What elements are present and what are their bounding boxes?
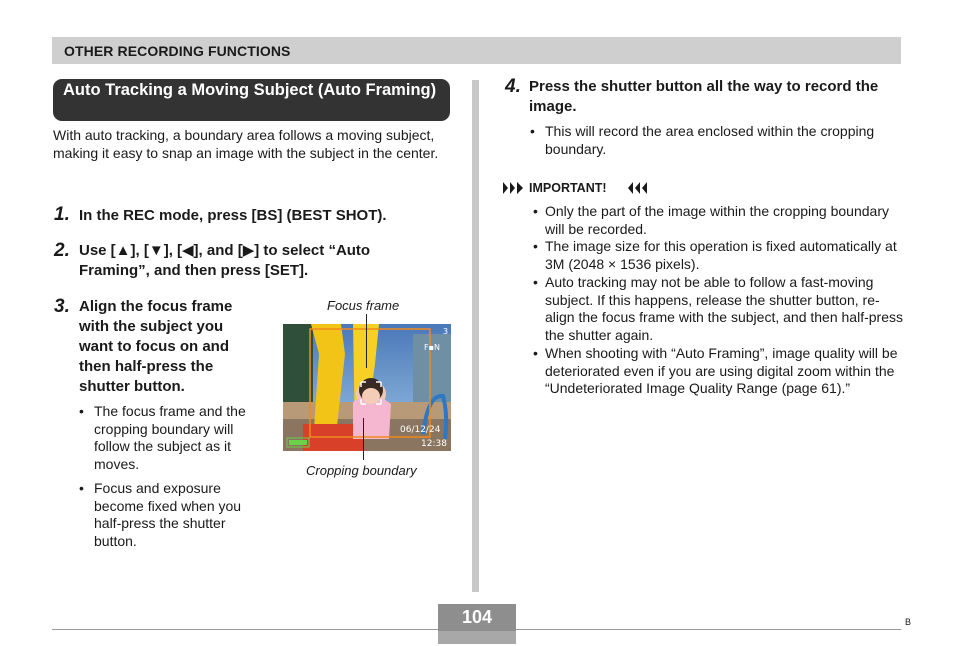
time-stamp: 12:38 bbox=[421, 439, 447, 449]
important-left-marker-icon bbox=[503, 182, 525, 194]
image-size-indicator: F▪N bbox=[424, 343, 441, 352]
step-3-bullet-text: The focus frame and the cropping boundary will follow the subject as it moves. bbox=[94, 403, 246, 472]
step-3-bullet-text: Focus and exposure become fixed when you half-press the shutter button. bbox=[94, 480, 242, 549]
topic-title: Auto Tracking a Moving Subject (Auto Framing) bbox=[63, 81, 437, 99]
section-header-bar bbox=[52, 37, 901, 64]
important-bullet: • The image size for this operation is fixed automatically at 3M (2048 × 1536 pixels). bbox=[533, 238, 903, 273]
important-bullet: • Only the part of the image within the cropping boundary will be recorded. bbox=[533, 203, 903, 238]
intro-paragraph: With auto tracking, a boundary area follows a moving subject, making it easy to snap an image with the subject in the center. bbox=[53, 127, 439, 161]
important-bullet-text: Auto tracking may not be able to follow a fast-moving subject. If this happens, release the shutter button, re-align the focus frame with the subject, and then half-press the shutter again. bbox=[545, 274, 903, 343]
focus-frame-leader-line bbox=[366, 314, 367, 368]
step-4-bullet: • This will record the area enclosed within the cropping boundary. bbox=[530, 123, 902, 158]
camera-preview-photo bbox=[283, 324, 451, 451]
step-2-text: Use [▲], [▼], [◀], and [▶] to select “Auto Framing”, and then press [SET]. bbox=[79, 242, 371, 279]
corner-mark: B bbox=[905, 617, 912, 627]
step-1-text: In the REC mode, press [BS] (BEST SHOT). bbox=[79, 207, 387, 224]
page-number-box-base bbox=[438, 631, 516, 644]
column-divider bbox=[472, 80, 479, 592]
step-1-number: 1. bbox=[54, 204, 70, 225]
important-label: IMPORTANT! bbox=[529, 181, 607, 195]
step-3-bullet: • Focus and exposure become fixed when you half-press the shutter button. bbox=[79, 480, 262, 550]
date-stamp: 06/12/24 bbox=[400, 425, 441, 435]
cropping-boundary-caption: Cropping boundary bbox=[306, 463, 417, 478]
step-3-number: 3. bbox=[54, 296, 70, 317]
important-right-marker-icon bbox=[627, 182, 649, 194]
focus-frame-caption: Focus frame bbox=[327, 298, 400, 313]
topic-title-box bbox=[53, 79, 450, 121]
step-2-number: 2. bbox=[54, 240, 70, 261]
playground-scene-image bbox=[283, 324, 451, 451]
important-bullet-text: The image size for this operation is fixed automatically at 3M (2048 × 1536 pixels). bbox=[545, 238, 897, 272]
step-3-text: Align the focus frame with the subject you want to focus on and then half-press the shutter button. bbox=[79, 298, 233, 395]
important-bullet: • When shooting with “Auto Framing”, image quality will be deteriorated even if you are using digital zoom within the “Undeteriorated Image Quality Range (page 61).” bbox=[533, 345, 903, 398]
step-4-number: 4. bbox=[505, 76, 521, 97]
step-3-bullet: • The focus frame and the cropping boundary will follow the subject as it moves. bbox=[79, 403, 262, 473]
step-4-text: Press the shutter button all the way to record the image. bbox=[529, 78, 879, 115]
shots-remaining-count: 3 bbox=[443, 327, 449, 336]
cropping-boundary-leader-line bbox=[363, 418, 364, 460]
page-number-box bbox=[438, 604, 516, 644]
important-bullet: • Auto tracking may not be able to follow a fast-moving subject. If this happens, release the shutter button, re-align the focus frame with the subject, and then half-press the shutter again. bbox=[533, 274, 903, 343]
section-header-title: OTHER RECORDING FUNCTIONS bbox=[64, 43, 291, 59]
important-bullet-text: When shooting with “Auto Framing”, image quality will be deteriorated even if you are using digital zoom within the “Undeteriorated Image Quality Range (page 61).” bbox=[545, 345, 898, 397]
page-number: 104 bbox=[461, 607, 493, 627]
important-bullet-text: Only the part of the image within the cropping boundary will be recorded. bbox=[545, 203, 889, 237]
step-4-bullet-text: This will record the area enclosed within the cropping boundary. bbox=[545, 123, 875, 157]
